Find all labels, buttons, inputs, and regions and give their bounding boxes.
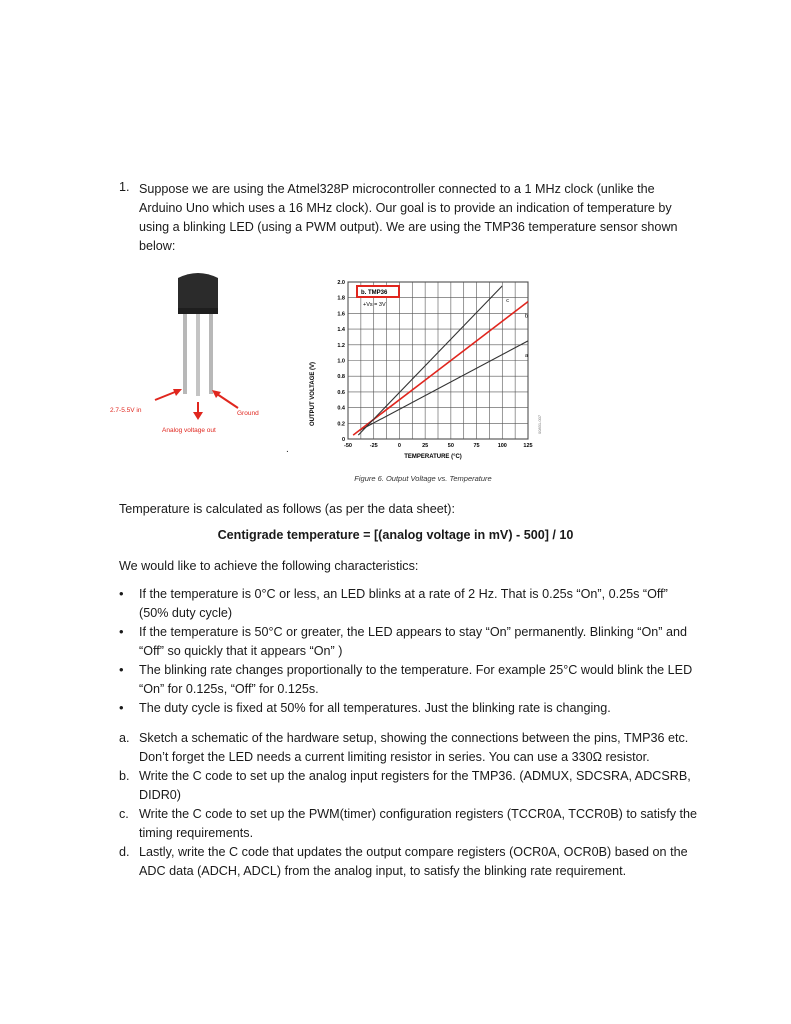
chart-xlabel: TEMPERATURE (°C)	[404, 454, 462, 460]
label-analog: Analog voltage out	[162, 427, 216, 434]
chart-side-code: 00831-007	[537, 414, 542, 434]
y-tick-label: 1.0	[337, 358, 345, 365]
label-vin: 2.7-5.5V in	[110, 407, 142, 414]
part-c	[119, 805, 701, 842]
part-b	[119, 767, 701, 804]
series-label-a: a	[525, 352, 529, 359]
x-tick-label: -50	[344, 443, 352, 449]
question-intro: Suppose we are using the Atmel328P microcontroller connected to a 1 MHz clock (unlike the Arduino Uno which uses a 16 MHz clock). Our goal is to provide an indication of temperature by using a blinking LED (using a PWM output). We are using the TMP36 temperature sensor shown below:	[139, 182, 678, 253]
tmp36-sensor-image	[110, 268, 285, 438]
y-tick-label: 0.6	[337, 389, 345, 396]
calc-text: Temperature is calculated as follows (as per the data sheet):	[119, 502, 456, 516]
part-d	[119, 843, 701, 880]
x-tick-label: -25	[369, 443, 378, 449]
achieve-text: We would like to achieve the following characteristics:	[119, 559, 419, 573]
part-text: Lastly, write the C code that updates the output compare registers (OCR0A, OCR0B) based on the ADC data (ADCH, ADCL) from the analog input, to satisfy the blinking rate requirement.	[139, 845, 688, 878]
y-tick-label: 1.4	[337, 327, 345, 334]
part-text: Write the C code to set up the PWM(timer) configuration registers (TCCR0A, TCCR0B) to satisfy the timing requirements.	[139, 807, 698, 840]
stray-dot: .	[286, 444, 289, 455]
y-tick-label: 0.2	[337, 421, 345, 428]
x-tick-label: 75	[473, 443, 480, 449]
x-tick-label: 0	[397, 443, 401, 449]
y-tick-label: 1.2	[337, 342, 345, 349]
chart-svg	[303, 274, 543, 474]
y-tick-label: 0	[341, 437, 345, 443]
part-label: b.	[119, 769, 130, 783]
legend-label: b. TMP36	[361, 290, 388, 296]
part-label: a.	[119, 731, 130, 745]
y-tick-label: 0.4	[337, 405, 345, 412]
formula: Centigrade temperature = [(analog voltage in mV) - 500] / 10	[217, 528, 574, 542]
task-parts-list	[119, 729, 701, 881]
series-label-c: c	[506, 297, 510, 304]
y-tick-label: 1.8	[337, 295, 345, 302]
series-label-b: b	[525, 313, 529, 320]
part-text: Write the C code to set up the analog input registers for the TMP36. (ADMUX, SDCSRA, ADCSRB, DIDR0)	[139, 769, 691, 802]
y-tick-label: 2.0	[337, 280, 345, 286]
part-label: c.	[119, 807, 129, 821]
x-tick-label: 125	[523, 443, 533, 449]
legend-sub: +Vs = 3V	[363, 302, 386, 308]
list-item: • If the temperature is 50°C or greater, the LED appears to stay “On” permanently. Blinking “On” and “Off” so quickly that it appears “On” )	[119, 623, 699, 660]
part-text: Sketch a schematic of the hardware setup, showing the connections between the pins, TMP36 etc. Don’t forget the LED needs a current limiting resistor in series. You can use a 330Ω resistor.	[139, 731, 689, 764]
part-a	[119, 729, 701, 766]
voltage-temperature-chart	[303, 274, 543, 484]
part-label: d.	[119, 845, 130, 859]
y-tick-label: 1.6	[337, 311, 345, 318]
label-ground: Ground	[237, 410, 259, 417]
question-number: 1.	[119, 180, 130, 194]
x-tick-label: 50	[447, 443, 454, 449]
figure-caption: Figure 6. Output Voltage vs. Temperature	[354, 474, 492, 483]
x-tick-label: 25	[422, 443, 429, 449]
y-tick-label: 0.8	[337, 374, 345, 381]
characteristics-list	[119, 585, 699, 719]
x-tick-label: 100	[497, 443, 507, 449]
list-item: • The duty cycle is fixed at 50% for all temperatures. Just the blinking rate is changing.	[119, 699, 699, 718]
chart-ylabel: OUTPUT VOLTAGE (V)	[310, 361, 316, 427]
list-item: • The blinking rate changes proportionally to the temperature. For example 25°C would blink the LED “On” for 0.125s, “Off” for 0.125s.	[119, 661, 699, 698]
list-item: • If the temperature is 0°C or less, an LED blinks at a rate of 2 Hz. That is 0.25s “On”, 0.25s “Off” (50% duty cycle)	[119, 585, 699, 622]
